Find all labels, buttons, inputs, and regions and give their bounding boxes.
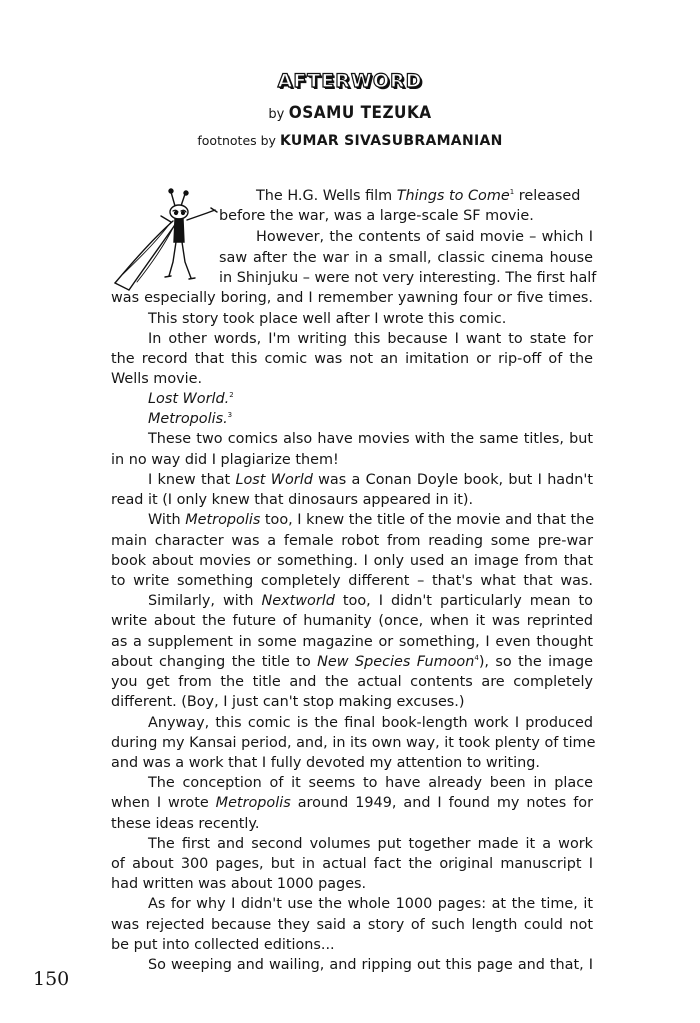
text-line-19: book about movies or something. I only used an image from that (111, 553, 593, 569)
text-line-35: had written was about 1000 pages. (111, 876, 367, 892)
text-line-18: main character was a female robot from reading some pre-war (111, 533, 593, 549)
text-line-06: was especially boring, and I remember yawning four or five times. (111, 290, 593, 306)
page-number: 150 (33, 968, 70, 990)
text-line-07: This story took place well after I wrote this comic. (148, 311, 507, 327)
page-title: AFTERWORD (277, 70, 423, 92)
footnotes-byline (0, 133, 700, 149)
text-line-12: Metropolis.$^3$ (148, 411, 233, 427)
text-line-10: Wells movie. (111, 371, 203, 387)
author-name: OSAMU TEZUKA (288, 103, 432, 123)
text-line-38: be put into collected editions... (111, 937, 335, 953)
text-line-13: These two comics also have movies with the same titles, but (148, 431, 593, 447)
text-line-09: the record that this comic was not an imitation or rip-off of the (111, 351, 593, 367)
text-line-04: saw after the war in a small, classic cinema house (219, 250, 593, 266)
text-line-36: As for why I didn't use the whole 1000 pages: at the time, it (148, 896, 593, 912)
text-line-37: was rejected because they said a story of such length could not (111, 917, 593, 933)
text-line-27: Anyway, this comic is the final book-length work I produced (148, 715, 593, 731)
text-line-14: in no way did I plagiarize them! (111, 452, 339, 468)
text-line-23: as a supplement in some magazine or something, I even thought (111, 634, 593, 650)
text-line-20: to write something completely different – that's what that was. (111, 573, 593, 589)
text-line-34: of about 300 pages, but in actual fact the original manuscript I (111, 856, 593, 872)
text-line-26: different. (Boy, I just can't stop making excuses.) (111, 694, 465, 710)
text-line-22: write about the future of humanity (once, when it was reprinted (111, 613, 593, 629)
footnotes-author: KUMAR SIVASUBRAMANIAN (279, 133, 503, 149)
text-line-29: and was a work that I fully devoted my attention to writing. (111, 755, 541, 771)
text-line-39: So weeping and wailing, and ripping out this page and that, I (148, 957, 593, 973)
text-line-21: Similarly, with Nextworld too, I didn't particularly mean to (148, 593, 593, 609)
text-line-16: read it (I only knew that dinosaurs appeared in it). (111, 492, 474, 508)
text-line-28: during my Kansai period, and, in its own way, it took plenty of time (111, 735, 596, 751)
text-line-30: The conception of it seems to have already been in place (148, 775, 593, 791)
text-line-03: However, the contents of said movie – which I (256, 229, 593, 245)
caped-character-illustration (111, 186, 221, 296)
text-line-32: these ideas recently. (111, 816, 260, 832)
footnotes-label: footnotes by (197, 133, 276, 148)
text-line-17: With Metropolis too, I knew the title of the movie and that the (148, 512, 595, 528)
text-line-31: when I wrote Metropolis around 1949, and I found my notes for (111, 795, 593, 811)
text-line-05: in Shinjuku – were not very interesting. The first half (219, 270, 597, 286)
text-line-24: about changing the title to New Species Fumoon$^4$), so the image (111, 654, 593, 670)
author-byline (0, 103, 700, 123)
text-line-02: before the war, was a large-scale SF movie. (219, 208, 534, 224)
text-line-11: Lost World.$^2$ (148, 391, 234, 407)
text-line-25: you get from the title and the actual contents are completely (111, 674, 593, 690)
text-line-15: I knew that Lost World was a Conan Doyle book, but I hadn't (148, 472, 593, 488)
text-line-33: The first and second volumes put together made it a work (148, 836, 593, 852)
text-line-08: In other words, I'm writing this because I want to state for (148, 331, 593, 347)
by-label: by (268, 107, 285, 122)
text-line-01: The H.G. Wells film Things to Come$^1$ released (256, 188, 581, 204)
